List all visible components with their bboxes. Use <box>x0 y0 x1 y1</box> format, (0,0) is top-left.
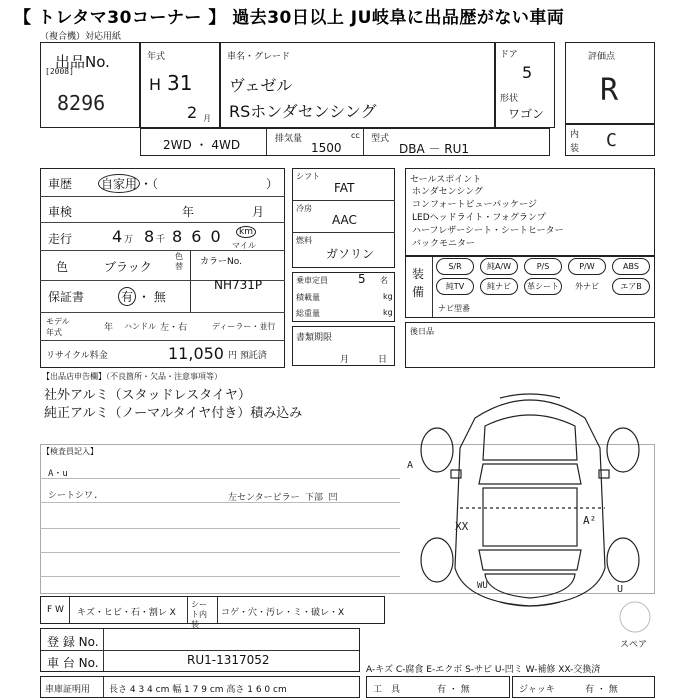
body-label: 形状 <box>500 94 519 104</box>
inspector-title: 【検査員記入】 <box>42 447 98 456</box>
inspection-label: 車検 <box>48 205 73 219</box>
color-no: NH731P <box>214 278 263 292</box>
capacity-unit: 名 <box>380 276 388 285</box>
cert-label: 車庫証明用 <box>45 685 91 695</box>
warranty-label: 保証書 <box>48 290 85 304</box>
jack-label: ジャッキ <box>519 685 555 695</box>
car-damage-diagram <box>405 388 655 610</box>
interior-box <box>565 124 655 156</box>
month-value: 2 <box>187 103 198 122</box>
load-unit: kg <box>383 292 393 301</box>
option-leather: 革シート <box>524 278 562 295</box>
weight-label: 総重量 <box>296 309 320 318</box>
selling-points-box <box>405 168 655 256</box>
handle-label: ハンドル <box>124 322 156 331</box>
inspector-note-1: A・u <box>48 469 68 479</box>
mileage-10k-unit: 万 <box>124 235 134 245</box>
option-abs: ABS <box>612 258 650 275</box>
inspector-note-3: 左センターピラー 下部 凹 <box>228 493 338 503</box>
diagram-mark-xx: XX <box>455 520 469 533</box>
period-month: 月 <box>340 355 350 365</box>
cert-box <box>40 676 360 698</box>
displacement-label: 排気量 <box>275 134 303 144</box>
selling-title: セールスポイント <box>410 175 482 185</box>
car-windshield <box>479 464 581 484</box>
warranty-value: 有 <box>118 287 136 306</box>
car-name: ヴェゼル <box>229 76 293 95</box>
model-label: 型式 <box>371 134 390 144</box>
declaration-line-1: 社外アルミ（スタッドレスタイヤ） <box>44 388 251 403</box>
remarks-label: 後日品 <box>410 327 434 336</box>
selling-item: LEDヘッドライト・フォグランプ <box>412 213 546 223</box>
year-value: 31 <box>167 71 193 95</box>
warranty-rest: ・ 無 <box>138 290 166 304</box>
history-paren: ・（ ） <box>140 177 279 191</box>
lot-box <box>40 42 140 128</box>
jack-value: 有 ・ 無 <box>585 685 618 695</box>
registration-box <box>40 628 360 672</box>
selling-item: ハーフレザーシート・シートヒーター <box>412 226 564 236</box>
score-label: 評価点 <box>588 52 616 62</box>
interior-label-2: 装 <box>570 144 580 154</box>
recycle-label: リサイクル料金 <box>46 351 108 361</box>
option-airbag: エアB <box>612 278 650 295</box>
model-year-label: モデル年式 <box>46 317 70 337</box>
lot-label: 出品No. <box>55 53 110 71</box>
score-value: R <box>600 73 619 108</box>
inspection-month: 月 <box>252 205 265 219</box>
diagram-mark-a: A <box>407 460 414 471</box>
wheel-fr <box>607 428 639 472</box>
recycle-unit: 円 預託済 <box>228 351 267 361</box>
mileage-1k-unit: 千 <box>156 235 166 245</box>
fw-label: F W <box>47 605 64 615</box>
shift-label: シフト <box>296 172 320 181</box>
drive-options: 2WD ・ 4WD <box>163 138 241 152</box>
seat-text: コゲ・穴・汚レ・ミ・破レ・X <box>221 608 345 618</box>
car-roof <box>483 488 577 546</box>
option-sr: S/R <box>436 258 474 275</box>
remarks-box <box>405 322 655 368</box>
door-box <box>495 42 555 128</box>
score-box <box>565 42 655 124</box>
declarations-title: 【出品店申告欄】（不良箇所・欠品・注意事項等） <box>42 372 222 381</box>
selling-item: バックモニター <box>412 239 476 249</box>
car-outline <box>455 400 605 606</box>
fuel-value: ガソリン <box>326 247 375 261</box>
equipment-label-2: 備 <box>412 285 425 299</box>
option-navi: 純ナビ <box>480 278 518 295</box>
dealer-label: ディーラー・並行 <box>212 322 276 331</box>
history-box <box>40 168 285 368</box>
mileage-label: 走行 <box>48 232 73 246</box>
declaration-line-2: 純正アルミ（ノーマルタイヤ付き）積み込み <box>44 406 303 421</box>
name-box <box>220 42 495 128</box>
car-trunk <box>485 574 575 598</box>
doors: 5 <box>522 63 533 82</box>
lot-prefix: [2008] <box>45 67 74 76</box>
inspector-note-2: シートシワ. <box>48 491 99 501</box>
year-box <box>140 42 220 128</box>
car-rear-window <box>479 550 581 570</box>
body-type: ワゴン <box>508 107 545 121</box>
option-ps: P/S <box>524 258 562 275</box>
option-tv: 純TV <box>436 278 474 295</box>
selling-item: ホンダセンシング <box>412 187 484 197</box>
inspection-year: 年 <box>182 205 195 219</box>
spare-tire-icon <box>618 600 652 634</box>
diagram-mark-a2: A² <box>583 514 597 527</box>
interior-label-1: 内 <box>570 130 580 140</box>
displacement: 1500 <box>311 141 342 155</box>
fuel-label: 燃料 <box>296 236 312 245</box>
banner-title: 【 トレタマ30コーナー 】 過去30日以上 JU岐阜に出品歴がない車両 <box>0 0 700 30</box>
damage-legend: A-キズ C-腐食 E-エクボ S-サビ U-凹ミ W-補修 XX-交換済 <box>366 665 601 675</box>
reg-label: 登 録 No. <box>47 635 99 649</box>
handle-value: 左・右 <box>160 323 188 333</box>
capacity-value: 5 <box>358 272 366 286</box>
tools-value: 有 ・ 無 <box>437 685 470 695</box>
history-label: 車歴 <box>48 177 73 191</box>
lot-number: 8296 <box>57 91 106 115</box>
model: DBA － RU1 <box>399 142 470 156</box>
load-label: 積載量 <box>296 293 320 302</box>
weight-unit: kg <box>383 308 393 317</box>
spare-label: スペア <box>620 640 648 650</box>
shift-value: FAT <box>334 181 355 195</box>
wheel-fl <box>421 428 453 472</box>
period-day: 日 <box>378 355 388 365</box>
diagram-mark-wu: WU <box>477 581 488 591</box>
color-label: 色 <box>56 260 69 274</box>
jack-box <box>512 676 655 698</box>
color-no-label: カラーNo. <box>200 257 242 267</box>
option-ext-navi: 外ナビ <box>575 282 599 291</box>
chassis-no: RU1-1317052 <box>187 653 270 667</box>
tools-label: 工 具 <box>373 685 401 695</box>
ac-value: AAC <box>332 213 357 227</box>
damage-row-box <box>40 596 385 629</box>
diagram-mark-u: U <box>617 584 624 595</box>
equipment-label-1: 装 <box>412 267 425 281</box>
mileage-1k: 8 <box>144 227 155 246</box>
wheel-rr <box>607 538 639 582</box>
capacity-label: 乗車定員 <box>296 276 328 285</box>
mileage-10k: 4 <box>112 227 123 246</box>
wheel-rl <box>421 538 453 582</box>
mileage-unit-alt: マイル <box>232 241 256 250</box>
displacement-unit: cc <box>351 131 360 140</box>
chassis-label: 車 台 No. <box>47 656 99 670</box>
navi-type: ナビ型番 <box>438 304 470 313</box>
name-label: 車名・グレード <box>227 52 291 62</box>
partial-caption: （複合機）対応用紙 <box>40 32 122 42</box>
mileage-rest: 8 6 0 <box>172 227 223 246</box>
mileage-unit: km <box>236 226 256 238</box>
period-label: 書類期限 <box>296 333 333 343</box>
seat-label: シート内装 <box>191 600 207 629</box>
tools-box <box>366 676 510 698</box>
ac-label: 冷房 <box>296 204 312 213</box>
door-label: ドア <box>500 50 518 60</box>
drive-row <box>140 128 550 156</box>
color-value: ブラック <box>104 260 152 274</box>
color-change: 色替 <box>175 252 183 271</box>
option-alloy: 純A/W <box>480 258 518 275</box>
year-label: 年式 <box>147 52 166 62</box>
grade: RSホンダセンシング <box>229 102 377 121</box>
dimensions: 長さ 4 3 4 cm 幅 1 7 9 cm 高さ 1 6 0 cm <box>109 685 287 695</box>
bumper-rear <box>500 602 560 606</box>
recycle-fee: 11,050 <box>168 344 224 363</box>
bumper-front <box>500 394 560 398</box>
car-hood <box>483 415 577 460</box>
interior-grade: C <box>606 130 617 151</box>
month-suffix: 月 <box>203 114 211 123</box>
fw-text: キズ・ヒビ・石・割レ X <box>77 608 176 618</box>
model-year-unit: 年 <box>104 323 114 333</box>
option-pw: P/W <box>568 258 606 275</box>
selling-item: コンフォートビューパッケージ <box>412 200 537 210</box>
history-value: 自家用 <box>98 174 140 193</box>
era: H <box>149 75 162 94</box>
